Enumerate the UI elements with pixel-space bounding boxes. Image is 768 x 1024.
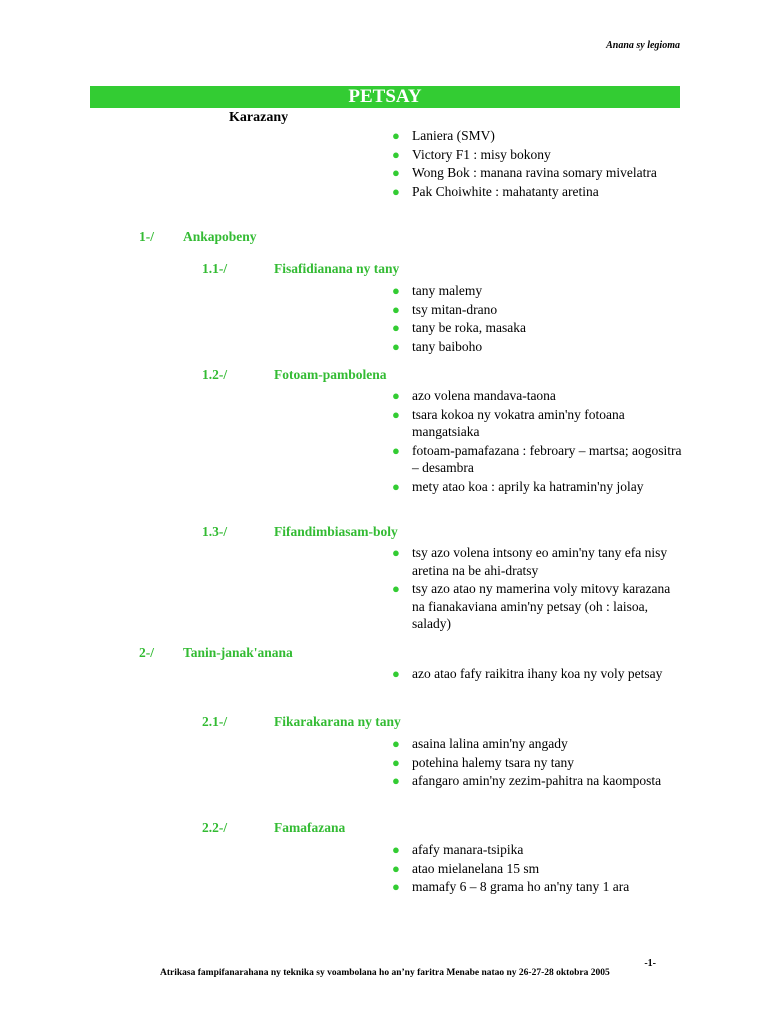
list-item: ● azo atao fafy raikitra ihany koa ny voly petsay (392, 666, 663, 681)
bullet-icon: ● (392, 320, 400, 335)
list-item: ● tsy azo atao ny mamerina voly mitovy karazana na fianakaviana amin'ny petsay (oh : laisoa, salady) (392, 581, 671, 631)
subsection-title: Famafazana (274, 820, 346, 835)
list-item: ● Wong Bok : manana ravina somary mivelatra (392, 165, 657, 180)
list-item: ● tsy mitan-drano (392, 301, 498, 317)
list-item: ● mety atao koa : aprily ka hatramin'ny jolay (392, 478, 644, 494)
list-item: ● tsy azo volena intsony eo amin'ny tany efa nisy aretina na be ahi-dratsy (392, 545, 668, 578)
subsection-title: Fotoam-pambolena (274, 367, 387, 382)
bullet-icon: ● (392, 388, 400, 403)
karazany-label: Karazany (229, 110, 289, 125)
subsection-number: 1.3-/ (202, 524, 228, 539)
bullet-icon: ● (392, 338, 400, 354)
s11-list (392, 282, 682, 356)
subsection-number: 1.2-/ (202, 367, 228, 382)
bullet-icon: ● (392, 754, 400, 770)
list-item: ● potehina halemy tsara ny tany (392, 754, 574, 770)
list-item: ● Laniera (SMV) (392, 128, 495, 143)
list-item: ● atao mielanelana 15 sm (392, 860, 540, 876)
subsection-title: Fifandimbiasam-boly (274, 524, 398, 539)
list-item: ● mamafy 6 – 8 grama ho an'ny tany 1 ara (392, 879, 630, 894)
list-item: ● afafy manara-tsipika (392, 842, 524, 857)
list-item: ● tany be roka, masaka (392, 320, 526, 335)
subsection-title: Fisafidianana ny tany (274, 261, 400, 276)
bullet-icon: ● (392, 666, 400, 681)
bullet-icon: ● (392, 128, 400, 143)
page-footer: Atrikasa fampifanarahana ny teknika sy voambolana ho an’ny faritra Menabe natao ny 26-27-28 oktobra 2005 (160, 968, 610, 978)
page-number: -1- (644, 958, 656, 969)
section-title: Ankapobeny (183, 229, 257, 244)
bullet-icon: ● (392, 146, 400, 162)
bullet-icon: ● (392, 442, 400, 458)
list-item: ● azo volena mandava-taona (392, 388, 556, 403)
list-item: ● Pak Choiwhite : mahatanty aretina (392, 183, 599, 199)
bullet-icon: ● (392, 283, 400, 298)
bullet-icon: ● (392, 581, 400, 596)
bullet-icon: ● (392, 879, 400, 894)
section-number: 1-/ (139, 229, 154, 244)
page-title: PETSAY (90, 86, 680, 108)
subsection-number: 2.2-/ (202, 820, 228, 835)
bullet-icon: ● (392, 478, 400, 494)
bullet-icon: ● (392, 773, 400, 788)
section-title: Tanin-janak'anana (183, 645, 293, 660)
bullet-icon: ● (392, 183, 400, 199)
running-header: Anana sy legioma (606, 40, 680, 51)
bullet-icon: ● (392, 545, 400, 560)
bullet-icon: ● (392, 165, 400, 180)
bullet-icon: ● (392, 842, 400, 857)
list-item: ● Victory F1 : misy bokony (392, 146, 551, 162)
list-item: ● tsara kokoa ny vokatra amin'ny fotoana mangatsiaka (392, 406, 625, 439)
karazany-list (392, 127, 682, 201)
s2-list (392, 665, 682, 684)
s21-list (392, 735, 682, 791)
s13-list (392, 544, 682, 634)
list-item: ● asaina lalina amin'ny angady (392, 736, 568, 751)
section-number: 2-/ (139, 645, 154, 660)
subsection-number: 1.1-/ (202, 261, 228, 276)
subsection-number: 2.1-/ (202, 714, 228, 729)
bullet-icon: ● (392, 406, 400, 422)
list-item: ● tany malemy (392, 283, 483, 298)
bullet-icon: ● (392, 860, 400, 876)
list-item: ● afangaro amin'ny zezim-pahitra na kaomposta (392, 773, 662, 788)
s22-list (392, 841, 682, 897)
list-item: ● fotoam-pamafazana : febroary – martsa; aogositra – desambra (392, 442, 682, 475)
subsection-title: Fikarakarana ny tany (274, 714, 401, 729)
list-item: ● tany baiboho (392, 338, 483, 354)
bullet-icon: ● (392, 301, 400, 317)
bullet-icon: ● (392, 736, 400, 751)
s12-list (392, 387, 682, 496)
